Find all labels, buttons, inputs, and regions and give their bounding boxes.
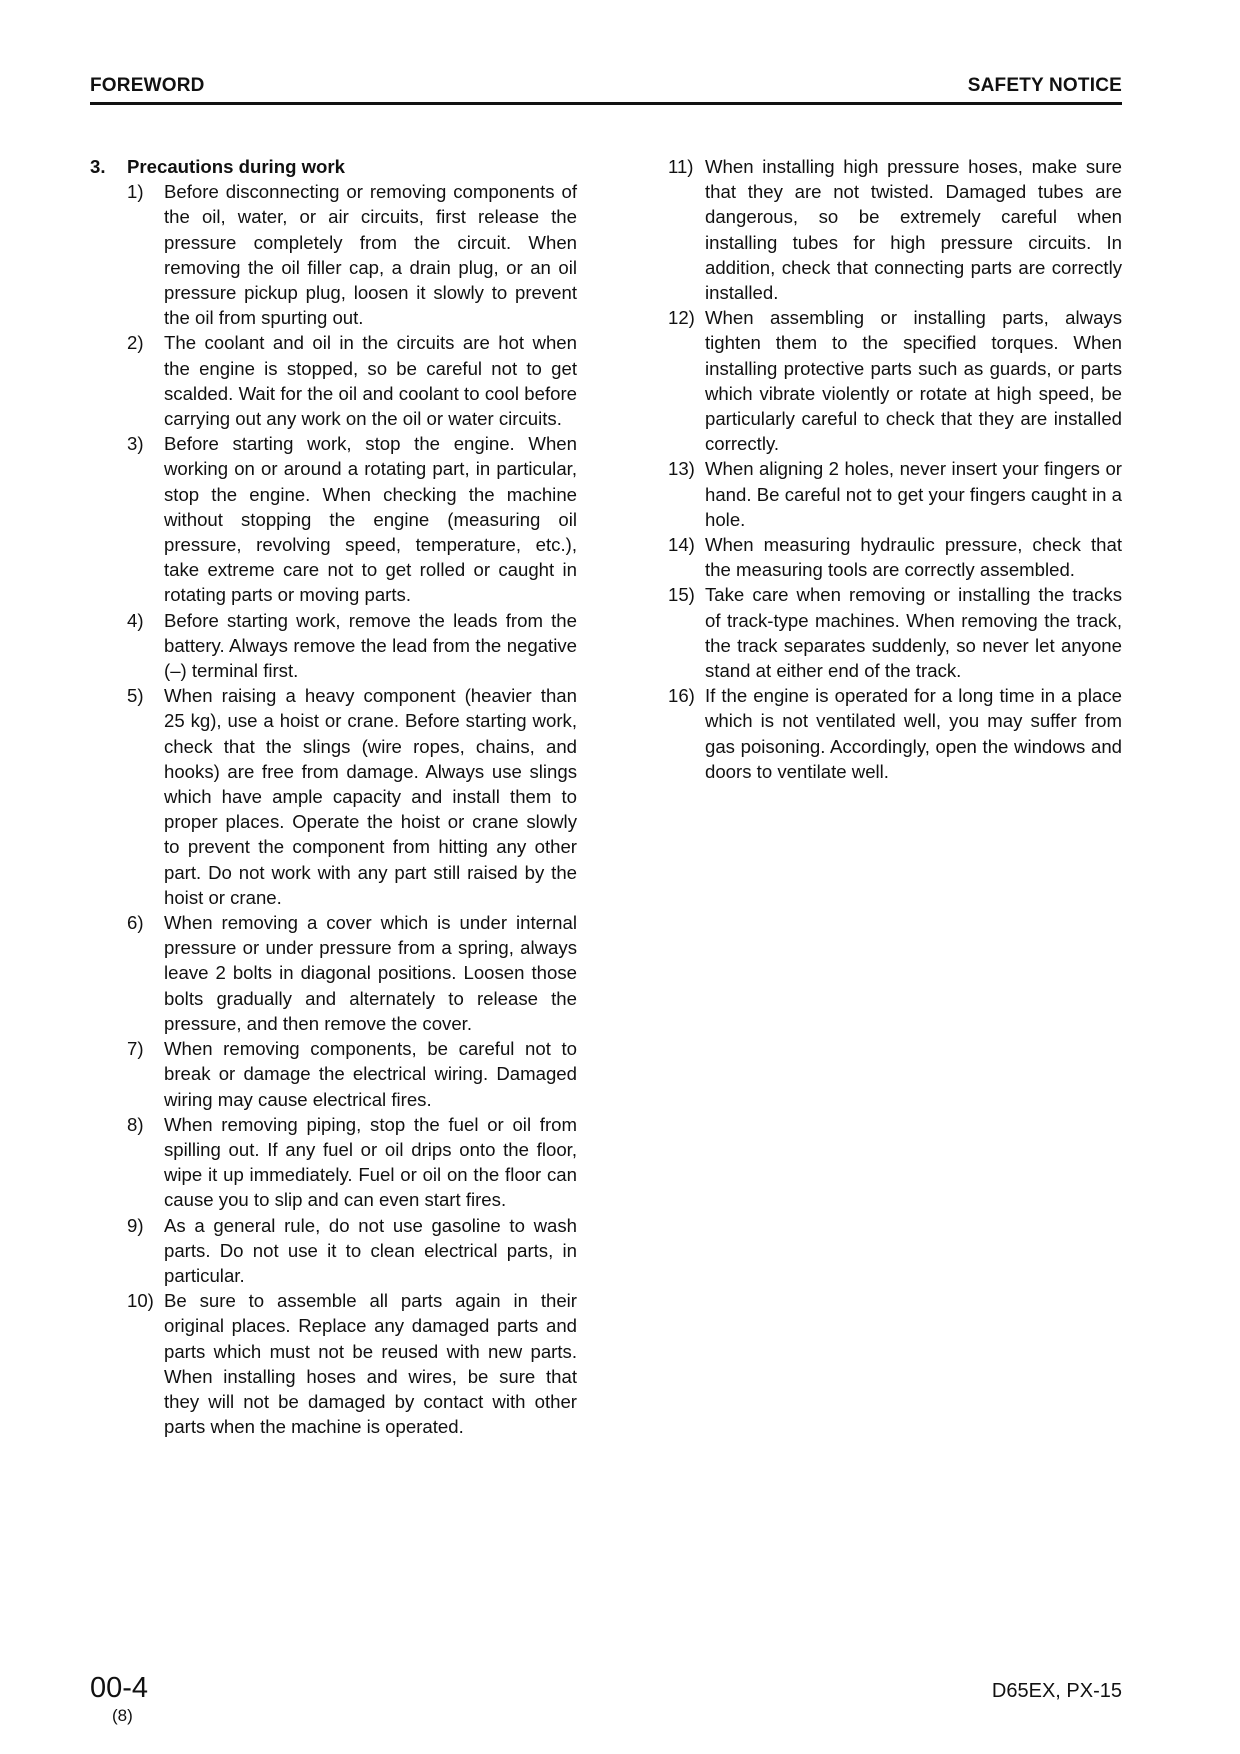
item-text: When assembling or installing parts, always tighten them to the specified torques. When installing protective parts such as guards, or parts which vibrate violently or rotate at high speed, be particularly careful to check that they are installed correctly. xyxy=(705,307,1122,455)
item-number: 6) xyxy=(127,912,144,934)
item-number: 10) xyxy=(127,1290,154,1312)
list-item-1 xyxy=(90,179,577,330)
item-number: 12) xyxy=(668,307,695,329)
list-item-13 xyxy=(668,456,1122,532)
section-heading xyxy=(90,154,577,179)
revision-number: (8) xyxy=(112,1706,133,1725)
page-header xyxy=(90,74,1122,105)
list-item-16 xyxy=(668,683,1122,784)
list-item-4 xyxy=(90,608,577,684)
item-text: Before disconnecting or removing components of the oil, water, or air circuits, first release the pressure completely from the circuit. When removing the oil filler cap, a drain plug, or an oil pressure pickup plug, loosen it slowly to prevent the oil from spurting out. xyxy=(164,181,577,329)
list-item-15 xyxy=(668,582,1122,683)
page-number: 00-4 xyxy=(90,1672,149,1704)
item-number: 11) xyxy=(668,156,694,177)
list-item-12 xyxy=(668,305,1122,456)
item-text: As a general rule, do not use gasoline to wash parts. Do not use it to clean electrical parts, in particular. xyxy=(164,1214,577,1286)
list-item-9 xyxy=(90,1213,577,1289)
item-number: 13) xyxy=(668,458,695,480)
item-text: When aligning 2 holes, never insert your fingers or hand. Be careful not to get your fingers caught in a hole. xyxy=(705,458,1122,530)
item-number: 3) xyxy=(127,433,144,455)
item-text: When removing a cover which is under internal pressure or under pressure from a spring, always leave 2 bolts in diagonal positions. Loosen those bolts gradually and alternately to release the pressure, and then remove the cover. xyxy=(164,912,577,1034)
list-item-14 xyxy=(668,532,1122,582)
item-text: If the engine is operated for a long time in a place which is not ventilated well, you may suffer from gas poisoning. Accordingly, open the windows and doors to ventilate well. xyxy=(705,685,1122,782)
item-number: 15) xyxy=(668,584,695,606)
item-number: 9) xyxy=(127,1214,144,1236)
item-text: When measuring hydraulic pressure, check that the measuring tools are correctly assembled. xyxy=(705,534,1122,581)
list-item-11 xyxy=(668,154,1122,305)
item-text: Before starting work, stop the engine. When working on or around a rotating part, in particular, stop the engine. When checking the machine without stopping the engine (measuring oil pressure, revolving speed, temperature, etc.), take extreme care not to get rolled or caught in rotating parts or moving parts. xyxy=(164,433,577,606)
header-chapter-title: FOREWORD xyxy=(90,75,205,96)
model-name: D65EX, PX-15 xyxy=(991,1680,1122,1702)
right-column xyxy=(668,154,1122,784)
item-number: 14) xyxy=(668,534,695,556)
item-text: Be sure to assemble all parts again in their original places. Replace any damaged parts and parts which must not be reused with new parts. When installing hoses and wires, be sure that they will not be damaged by contact with other parts when the machine is operated. xyxy=(164,1290,577,1438)
item-text: The coolant and oil in the circuits are hot when the engine is stopped, so be careful not to get scalded. Wait for the oil and coolant to cool before carrying out any work on the oil or water circuits. xyxy=(164,332,577,430)
item-number: 2) xyxy=(127,332,144,354)
item-number: 4) xyxy=(127,609,144,631)
item-text: When installing high pressure hoses, make sure that they are not twisted. Damaged tubes are dangerous, so be extremely careful when installing tubes for high pressure circuits. In addition, check that connecting parts are correctly installed. xyxy=(705,156,1122,304)
list-item-6 xyxy=(90,910,577,1036)
list-item-10 xyxy=(90,1288,577,1439)
section-title: Precautions during work xyxy=(127,156,345,177)
list-item-7 xyxy=(90,1036,577,1112)
list-item-5 xyxy=(90,683,577,910)
list-item-2 xyxy=(90,330,577,431)
item-number: 7) xyxy=(127,1038,144,1060)
item-text: When removing components, be careful not to break or damage the electrical wiring. Damaged wiring may cause electrical fires. xyxy=(164,1038,577,1110)
left-column xyxy=(90,154,577,1439)
list-item-3 xyxy=(90,431,577,607)
item-number: 16) xyxy=(668,685,695,707)
item-number: 1) xyxy=(127,181,144,203)
section-number: 3. xyxy=(90,156,106,177)
item-number: 8) xyxy=(127,1113,144,1135)
item-text: When removing piping, stop the fuel or oil from spilling out. If any fuel or oil drips onto the floor, wipe it up immediately. Fuel or oil on the floor can cause you to slip and can even start fires. xyxy=(164,1113,577,1211)
header-section-title: SAFETY NOTICE xyxy=(967,75,1122,96)
item-text: When raising a heavy component (heavier than 25 kg), use a hoist or crane. Before starting work, check that the slings (wire ropes, chains, and hooks) are free from damage. Always use slings which have ample capacity and install them to proper places. Operate the hoist or crane slowly to prevent the component from hitting any other part. Do not work with any part still raised by the hoist or crane. xyxy=(164,685,577,908)
item-text: Take care when removing or installing the tracks of track-type machines. When removing the track, the track separates suddenly, so never let anyone stand at either end of the track. xyxy=(705,584,1122,682)
item-number: 5) xyxy=(127,685,144,707)
item-text: Before starting work, remove the leads from the battery. Always remove the lead from the negative (–) terminal first. xyxy=(164,609,577,682)
list-item-8 xyxy=(90,1112,577,1213)
